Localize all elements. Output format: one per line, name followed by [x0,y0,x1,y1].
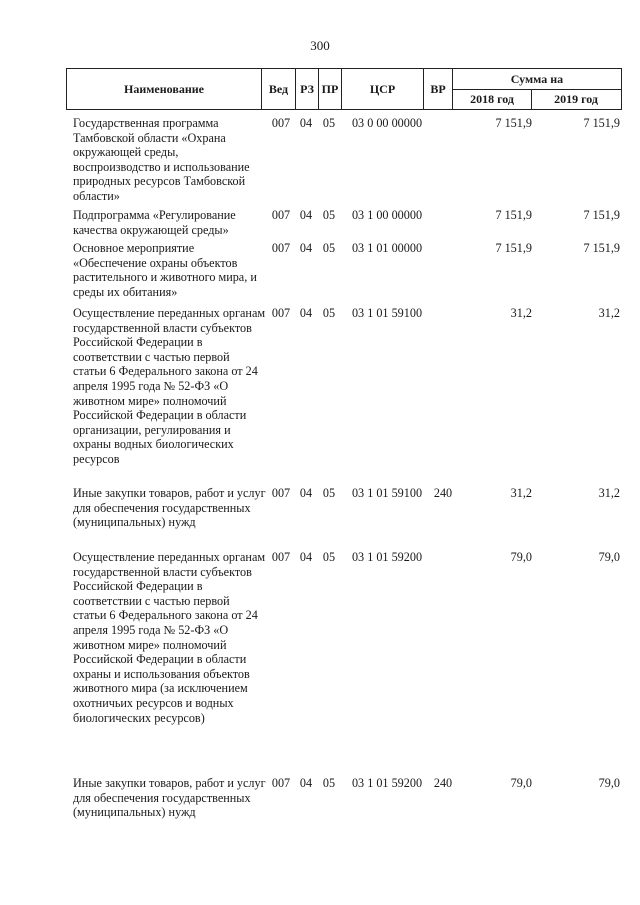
row-csr: 03 1 01 00000 [351,241,423,255]
row-pr: 05 [322,208,336,222]
row-name: Государственная программа Тамбовской области «Охрана окружающей среды, воспроизводство и использование природных ресурсов Тамбовской области» [73,116,250,203]
row-csr: 03 1 01 59200 [351,776,423,790]
row-pr: 05 [322,306,336,320]
row-rz: 04 [299,486,313,500]
row-sum-2018: 7 151,9 [495,241,532,255]
header-ved: Вед [262,69,296,109]
row-pr: 05 [322,486,336,500]
row-pr: 05 [322,241,336,255]
row-rz: 04 [299,241,313,255]
header-sum: Сумма на [453,69,621,90]
row-csr: 03 1 01 59200 [351,550,423,564]
row-sum-2019: 79,0 [598,776,620,790]
row-ved: 007 [271,486,291,500]
row-ved: 007 [271,208,291,222]
row-csr: 03 0 00 00000 [351,116,423,130]
row-rz: 04 [299,550,313,564]
header-name: Наименование [67,69,262,109]
row-sum-2019: 7 151,9 [583,241,620,255]
row-name: Основное мероприятие «Обеспечение охраны объектов растительного и животного мира, и среды их обитания» [73,241,257,299]
row-csr: 03 1 01 59100 [351,486,423,500]
row-ved: 007 [271,116,291,130]
row-sum-2018: 7 151,9 [495,208,532,222]
row-ved: 007 [271,776,291,790]
header-pr: ПР [319,69,342,109]
row-sum-2019: 7 151,9 [583,116,620,130]
row-csr: 03 1 01 59100 [351,306,423,320]
header-vr: ВР [424,69,453,109]
row-vr: 240 [433,776,453,790]
row-sum-2019: 79,0 [598,550,620,564]
row-ved: 007 [271,550,291,564]
page-number: 300 [310,38,330,53]
row-sum-2019: 7 151,9 [583,208,620,222]
header-year-2019: 2019 год [554,91,598,106]
row-rz: 04 [299,776,313,790]
row-csr: 03 1 00 00000 [351,208,423,222]
row-sum-2018: 31,2 [510,486,532,500]
row-name: Подпрограмма «Регулирование качества окружающей среды» [73,208,236,237]
row-sum-2018: 79,0 [510,550,532,564]
row-sum-2019: 31,2 [598,306,620,320]
header-rz: РЗ [296,69,319,109]
row-name: Осуществление переданных органам государственной власти субъектов Российской Федерации в соответствии с частью первой статьи 6 Федерального закона от 24 апреля 1995 года № 52-ФЗ «О животном мире» полномочий Российской Федерации в области организации, регулирования и охраны водных биологических ресурсов [73,306,266,466]
row-vr: 240 [433,486,453,500]
row-pr: 05 [322,116,336,130]
header-year-2018: 2018 год [453,89,532,109]
header-csr: ЦСР [342,69,424,109]
row-sum-2018: 7 151,9 [495,116,532,130]
row-rz: 04 [299,208,313,222]
row-rz: 04 [299,306,313,320]
row-name: Иные закупки товаров, работ и услуг для обеспечения государственных (муниципальных) нужд [73,776,266,820]
row-sum-2018: 79,0 [510,776,532,790]
table-header [66,68,622,110]
row-ved: 007 [271,306,291,320]
row-name: Иные закупки товаров, работ и услуг для обеспечения государственных (муниципальных) нужд [73,486,266,530]
row-rz: 04 [299,116,313,130]
row-pr: 05 [322,550,336,564]
row-pr: 05 [322,776,336,790]
row-sum-2019: 31,2 [598,486,620,500]
row-sum-2018: 31,2 [510,306,532,320]
row-name: Осуществление переданных органам государственной власти субъектов Российской Федерации в соответствии с частью первой статьи 6 Федерального закона от 24 апреля 1995 года № 52-ФЗ «О животном мире» полномочий Российской Федерации в области охраны и использования объектов животного мира (за исключением охотничьих ресурсов и водных биологических ресурсов) [73,550,266,725]
row-ved: 007 [271,241,291,255]
